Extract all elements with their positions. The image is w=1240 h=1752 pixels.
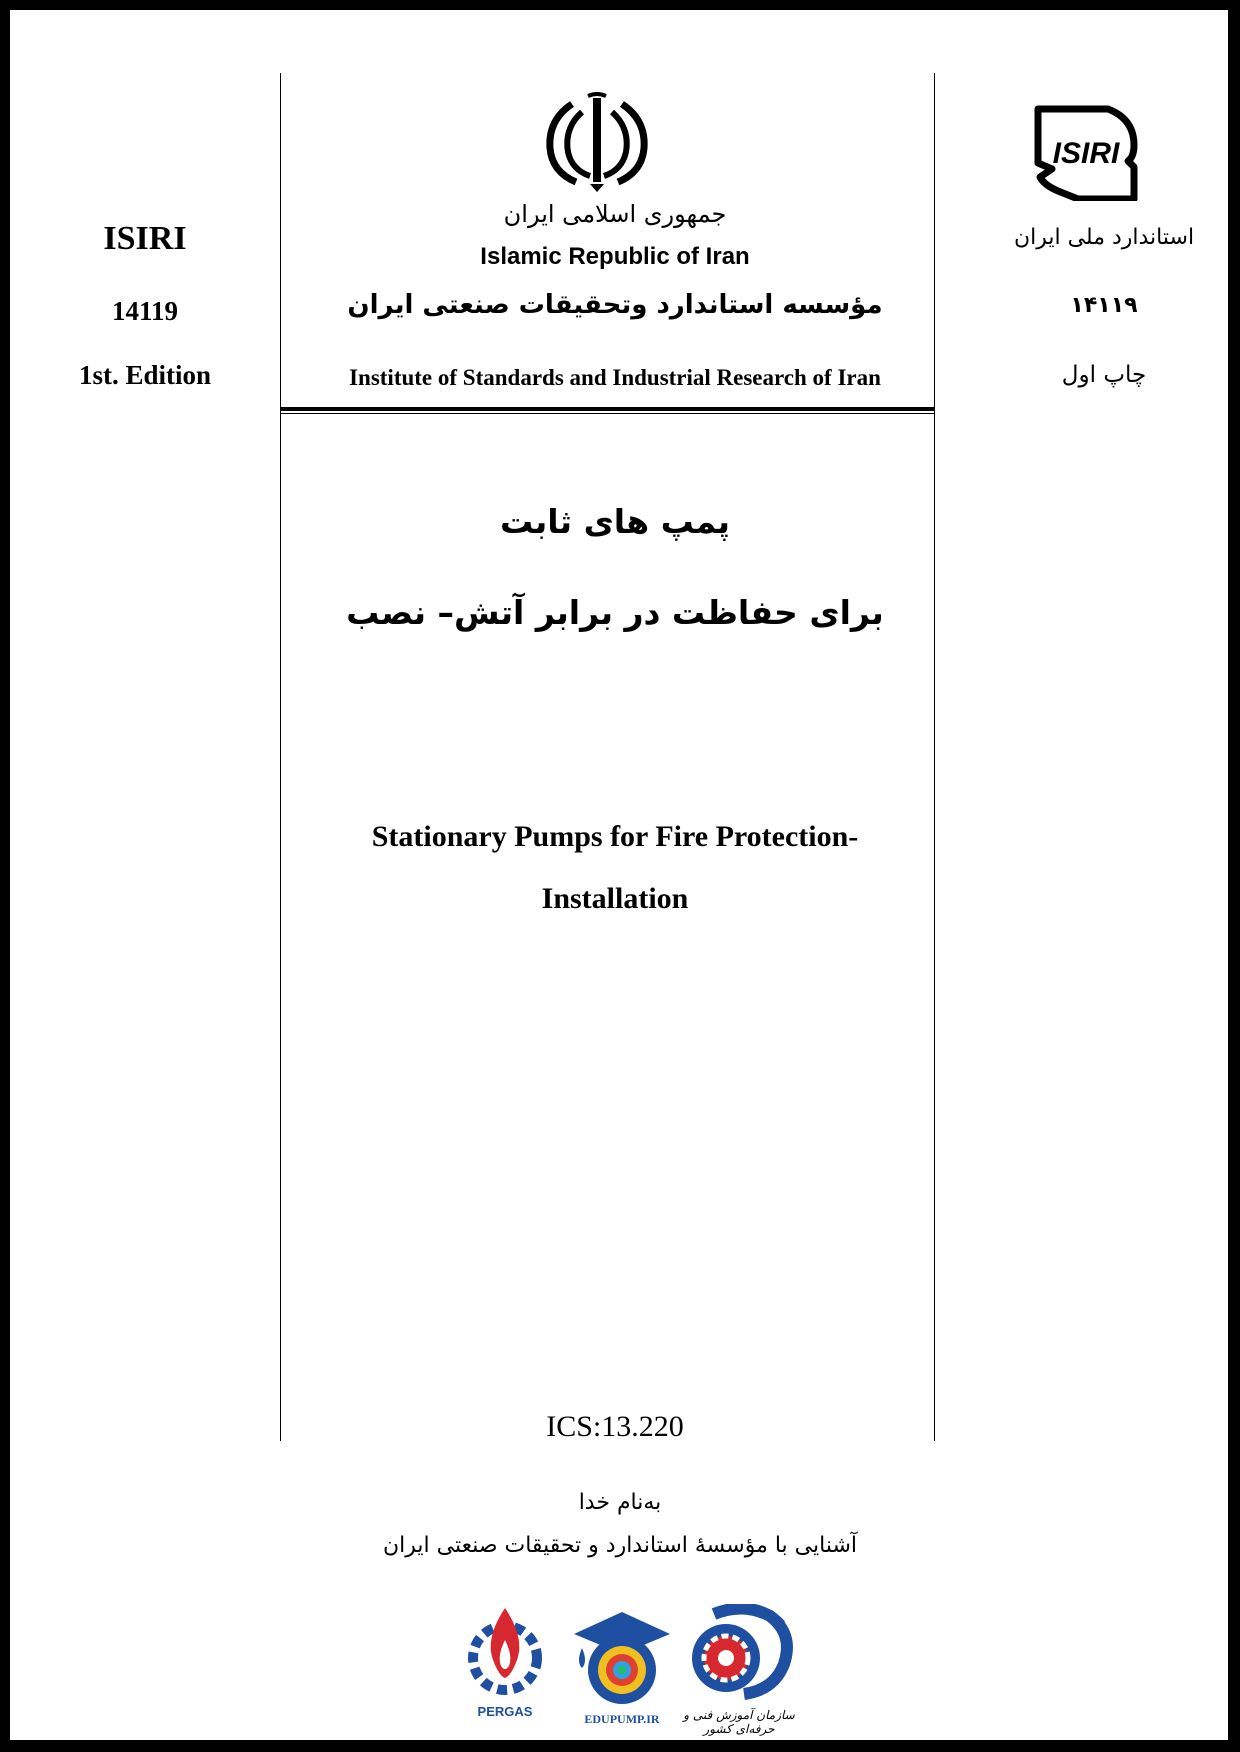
pergas-label: PERGAS bbox=[477, 1704, 533, 1719]
republic-title-fa: جمهوری اسلامی ایران bbox=[503, 200, 727, 228]
republic-title-en: Islamic Republic of Iran bbox=[480, 243, 750, 270]
institute-name-en: Institute of Standards and Industrial Research of Iran bbox=[349, 365, 881, 390]
isiri-code: ISIRI bbox=[103, 220, 187, 257]
institute-introduction: آشنایی با مؤسسهٔ استاندارد و تحقیقات صنعتی ایران bbox=[382, 1533, 858, 1558]
right-divider bbox=[934, 73, 935, 1441]
header-rule bbox=[280, 407, 935, 411]
pergas-logo bbox=[455, 1600, 555, 1730]
ics-code: ICS:13.220 bbox=[546, 1410, 684, 1443]
in-the-name-of-god: به‌نام خدا bbox=[578, 1490, 662, 1515]
iran-emblem-icon bbox=[542, 92, 652, 192]
edupump-logo bbox=[570, 1608, 674, 1734]
header-rule-thin bbox=[280, 413, 935, 414]
document-title-fa-line2: برای حفاظت در برابر آتش– نصب bbox=[346, 593, 884, 632]
edition-label: 1st. Edition bbox=[78, 360, 212, 390]
document-title-fa-line1: پمپ های ثابت bbox=[499, 502, 731, 541]
pergas-gear-flame-icon bbox=[455, 1600, 555, 1700]
standard-number: 14119 bbox=[111, 296, 178, 326]
tvto-label: سازمان آموزش فنی و حرفه‌ای کشور bbox=[683, 1708, 795, 1736]
edupump-pump-icon bbox=[570, 1608, 674, 1708]
edupump-label: EDUPUMP.IR bbox=[584, 1712, 660, 1726]
edition-fa: چاپ اول bbox=[1061, 362, 1147, 388]
document-title-en-line1: Stationary Pumps for Fire Protection- bbox=[371, 820, 859, 853]
standard-number-fa: ۱۴۱۱۹ bbox=[1070, 293, 1138, 318]
isiri-logo-icon bbox=[1030, 105, 1138, 201]
tvto-logo bbox=[674, 1604, 804, 1734]
document-title-en-line2: Installation bbox=[541, 882, 689, 915]
institute-name-fa: مؤسسه استاندارد وتحقیقات صنعتی ایران bbox=[347, 290, 883, 320]
national-standard-fa: استاندارد ملی ایران bbox=[1013, 225, 1195, 250]
left-divider bbox=[280, 73, 281, 1441]
tvto-gear-icon bbox=[674, 1604, 804, 1704]
document-page bbox=[10, 10, 1228, 1740]
svg-text:ISIRI: ISIRI bbox=[1052, 137, 1120, 170]
